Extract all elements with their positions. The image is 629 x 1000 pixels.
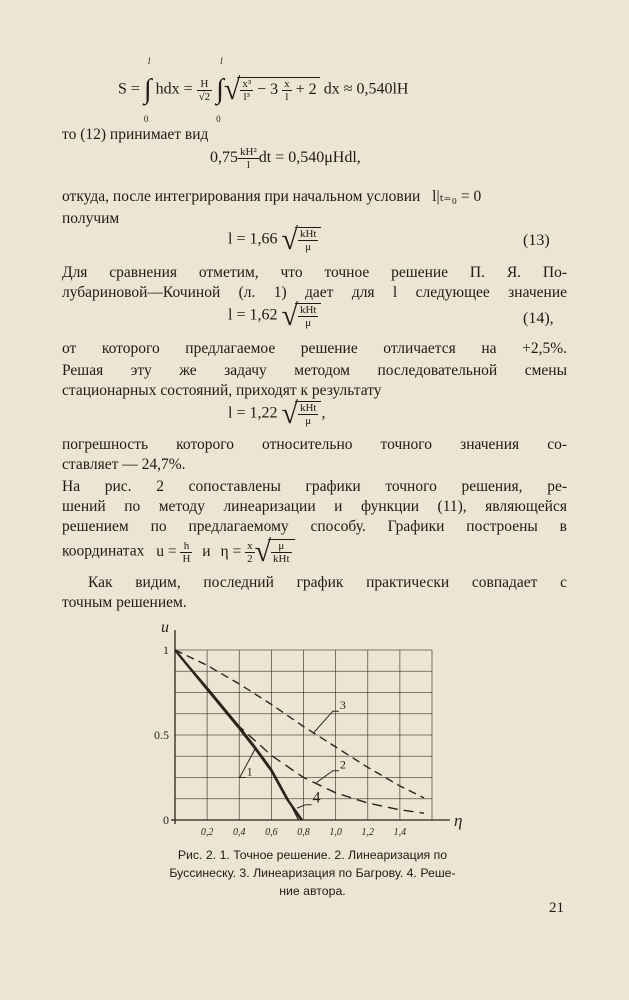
para-solve-line-1: Решая эту же задачу методом последовательной смены [62, 362, 567, 379]
figure-caption [140, 846, 485, 900]
caption-line-1: Рис. 2. 1. Точное решение. 2. Линеаризация по [177, 848, 448, 862]
chart-labels [154, 619, 462, 838]
eq1-frac1: $\frac{H}{√2}$ [198, 77, 211, 103]
para-conclusion-line-1: Как видим, последний график практически совпадает с [88, 574, 567, 591]
equation-14: l = 1,62 √ $\frac{\text{kHt}}{\mu}$ [228, 302, 321, 330]
integral-1: l ∫ 0 [143, 56, 152, 124]
x-tick-label: 0,6 [265, 827, 278, 838]
curve-label: 4 [312, 789, 321, 807]
y-tick-label: 0 [163, 813, 169, 827]
x-tick-label: 1,4 [393, 827, 407, 838]
curve-label-leader [313, 711, 339, 733]
chart-grid [175, 650, 432, 820]
y-axis-label: u [161, 619, 169, 636]
x-tick-label: 0,4 [233, 827, 246, 838]
eq1-lhs: S = [118, 80, 140, 98]
curve-label: 2 [339, 757, 346, 772]
curve-label: 3 [339, 698, 346, 713]
para-fig-line-3: решением по предлагаемому способу. Графики построены в [62, 518, 567, 535]
integral-1-upper: l [147, 56, 151, 66]
para-fig-line-2: шений по методу линеаризации и функции (11), являющейся [62, 498, 567, 515]
series-line-3 [175, 650, 424, 798]
x-tick-label: 1,0 [329, 827, 342, 838]
chart-axes [171, 630, 450, 824]
line-get: получим [62, 210, 120, 227]
line-where: откуда, после интегрирования при начальном условии l|ₜ₌₀ = 0 [62, 188, 482, 205]
x-tick-label: 0,8 [297, 827, 310, 838]
equation-13-number: (13) [523, 232, 550, 249]
equation-13: l = 1,66 √ $\frac{\text{kHt}}{\mu}$ [228, 226, 321, 254]
eq1-radical: √ $\frac{\text{x³}}{\text{l³}}$ − 3 $\frac{x}{l}$ + 2 [224, 76, 320, 104]
curve-label: 1 [246, 764, 253, 779]
integral-1-lower: 0 [143, 114, 149, 124]
line-then: то (12) принимает вид [62, 126, 209, 143]
initial-condition: l|ₜ₌₀ = 0 [432, 188, 482, 205]
para-compare-line-2: лубариновой—Кочиной (л. 1) дает для l следующее значение [62, 284, 567, 301]
para-error-line-1: погрешность которого относительно точного значения со- [62, 436, 567, 453]
para-error-line-2: ставляет — 24,7%. [62, 456, 186, 473]
equation-s-integral: S = l ∫ 0 hdx = $\frac{H}{√2}$ l ∫ 0 √ $\frac{\text{x³}}{\text{l³}}$ − 3 $\frac{x}{l}$ + 2 dx ≈ 0,540lH [118, 56, 409, 124]
y-tick-label: 1 [163, 643, 169, 657]
integral-2: l ∫ 0 [216, 56, 224, 124]
para-solve-line-2: стационарных состояний, приходят к результату [62, 382, 382, 399]
x-tick-label: 1,2 [361, 827, 374, 838]
integral-2-upper: l [220, 56, 223, 66]
integral-2-lower: 0 [216, 114, 221, 124]
curve-label-leader [297, 805, 311, 808]
series-line-2 [175, 650, 424, 813]
equation-14-number: (14), [523, 310, 554, 327]
caption-line-2: Буссинеску. 3. Линеаризация по Багрову. 4. Реше- [169, 866, 456, 880]
x-tick-label: 0,2 [200, 827, 214, 838]
caption-line-3: ние автора. [279, 884, 346, 898]
line-differs: от которого предлагаемое решение отличается на +2,5%. [62, 340, 567, 357]
para-conclusion-line-2: точным решением. [62, 594, 187, 611]
equation-differential: 0,75 $\frac{\text{kH²}}{l}$ dt = 0,540μHdl, [210, 146, 361, 171]
eq1-term1: hdx = [155, 80, 193, 98]
y-tick-label: 0.5 [154, 728, 169, 742]
para-fig-line-1: На рис. 2 сопоставлены графики точного решения, ре- [62, 478, 567, 495]
eq1-result: ≈ 0,540lH [343, 80, 409, 98]
para-compare-line-1: Для сравнения отметим, что точное решение П. Я. По- [62, 264, 567, 281]
figure-2-chart [130, 615, 490, 840]
x-axis-label: η [454, 811, 463, 830]
equation-stationary: l = 1,22 √ $\frac{\text{kHt}}{\mu}$ , [228, 397, 326, 430]
coords-line: координатах u = $\frac{h}{H}$ и η = $\frac{x}{2}$ √ $\frac{\mu}{\text{kHt}}$ [62, 538, 295, 566]
page-number: 21 [549, 900, 564, 916]
